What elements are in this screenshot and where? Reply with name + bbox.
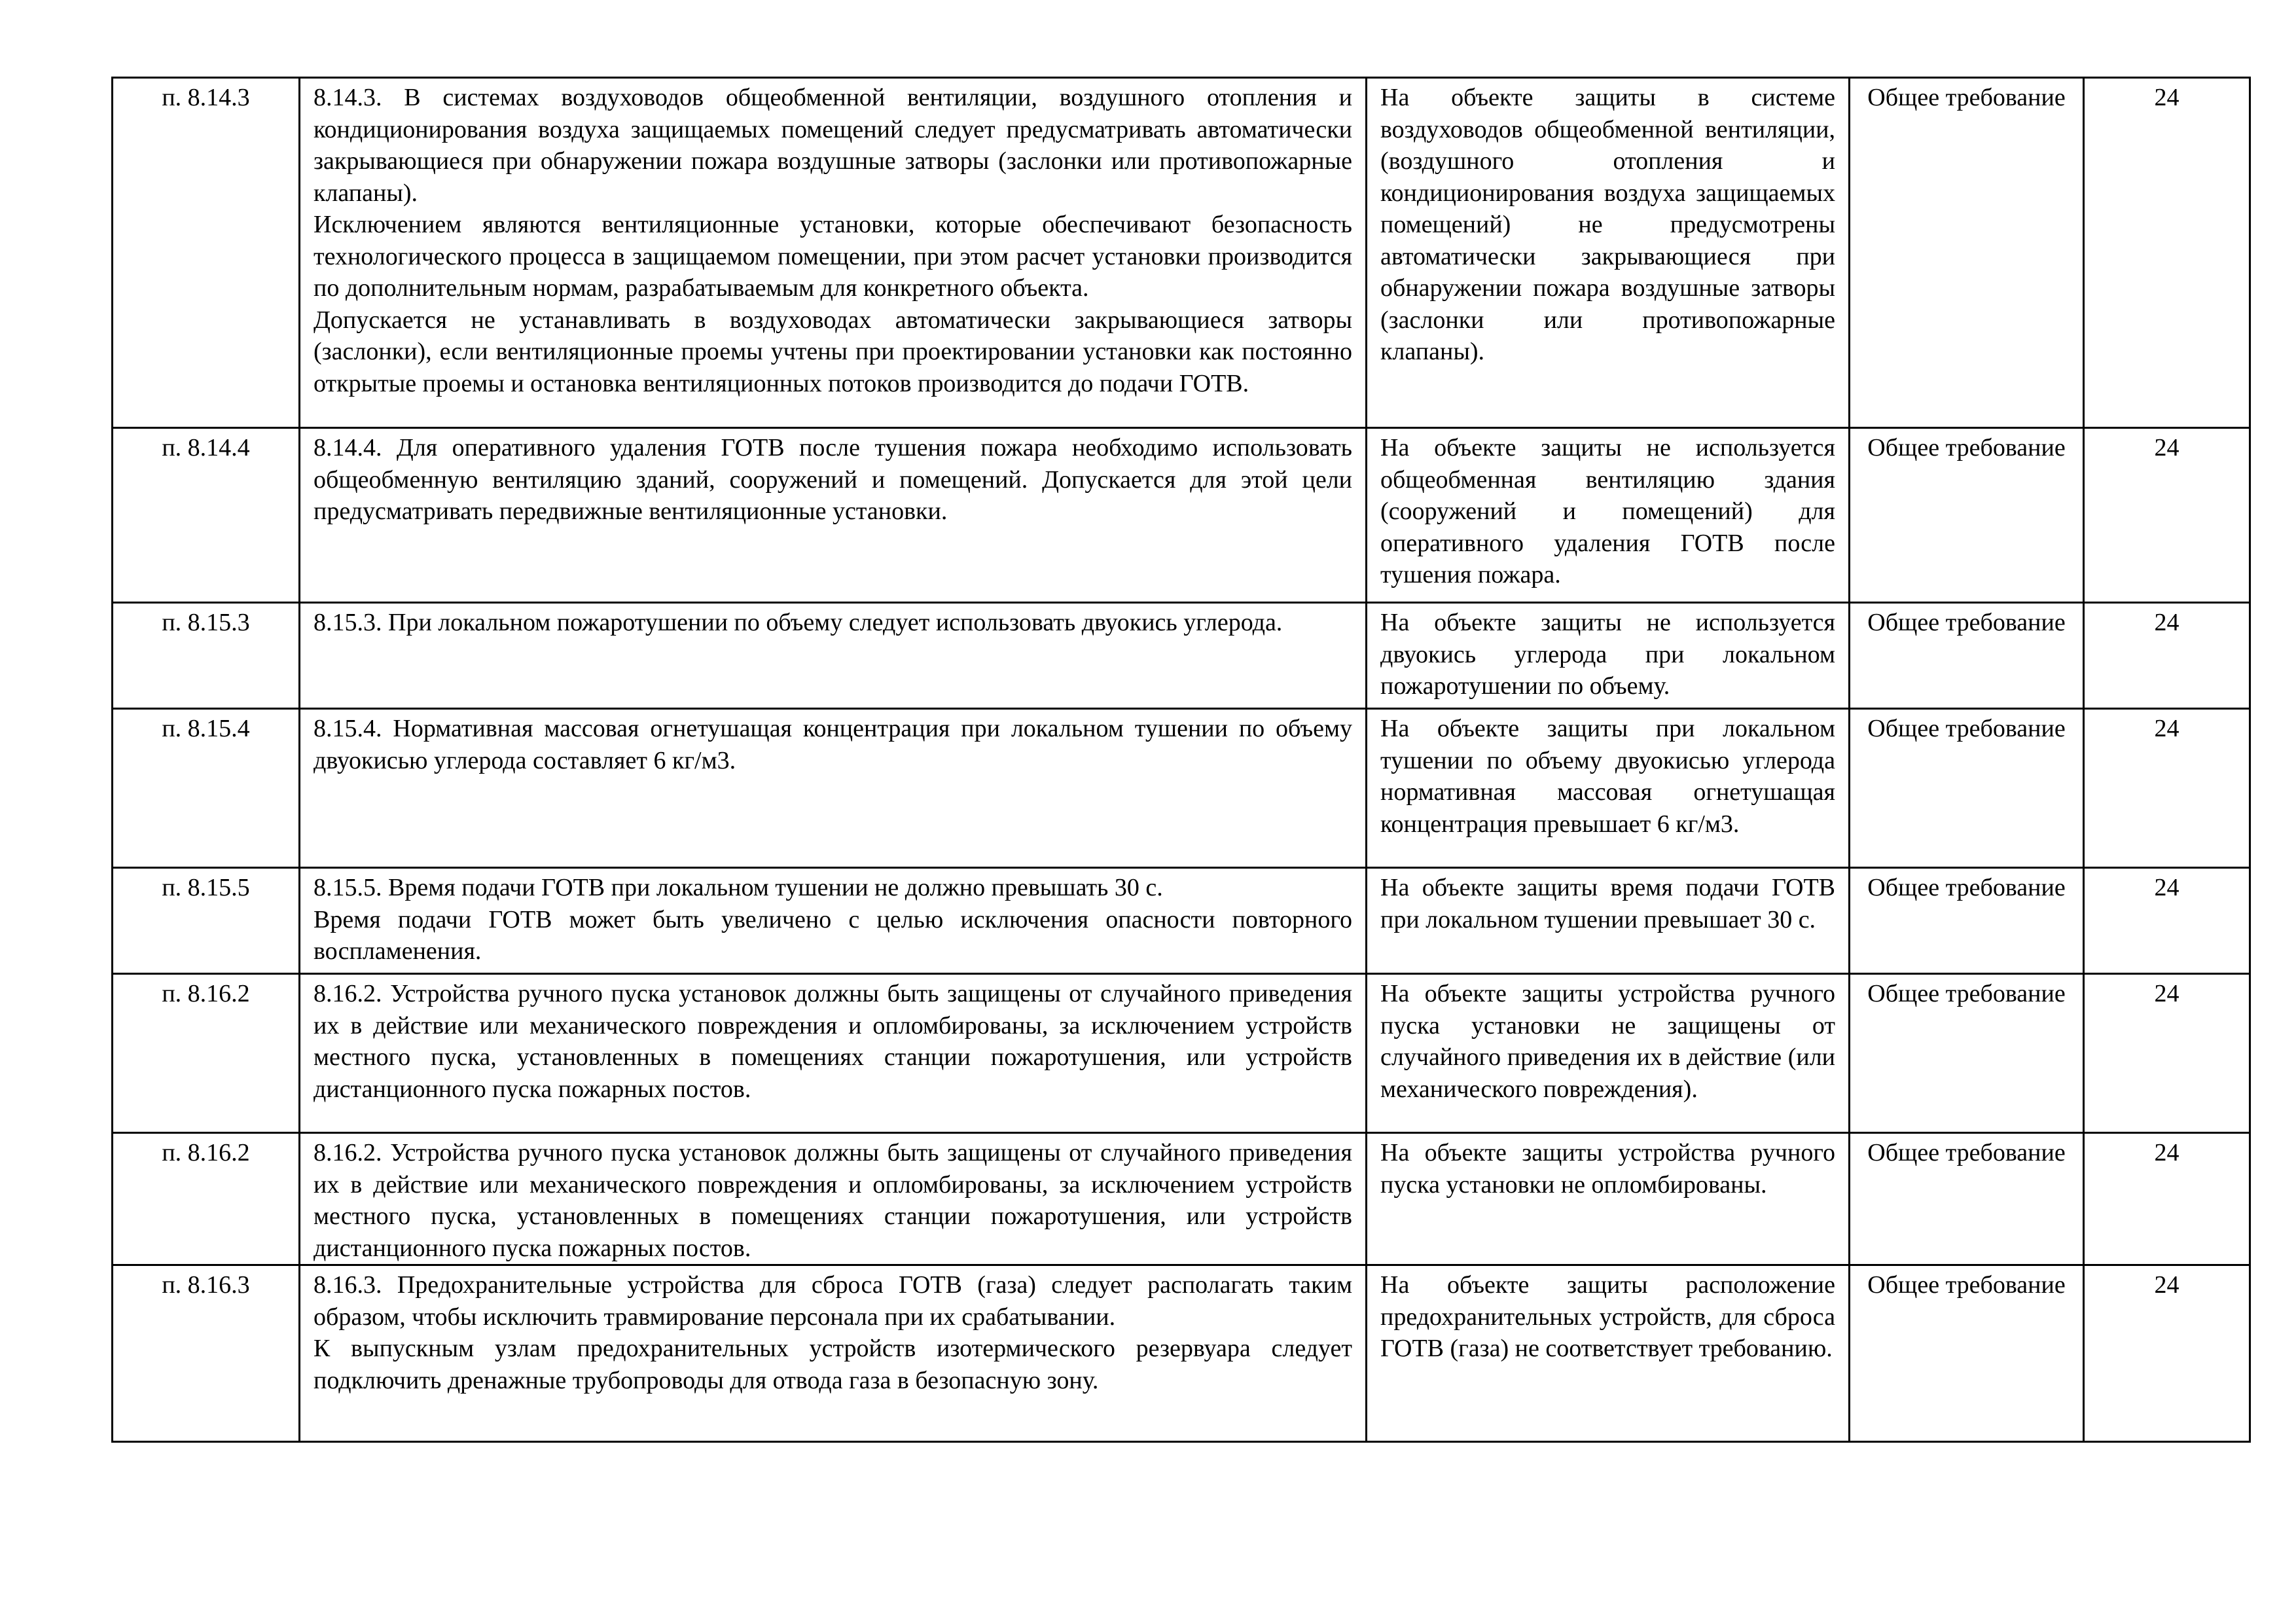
requirement-kind: Общее требование (1850, 868, 2084, 974)
requirement-text (300, 603, 1367, 709)
requirement-text (300, 428, 1367, 603)
clause-ref: п. 8.15.3 (113, 603, 300, 709)
requirement-paragraph: 8.15.3. При локальном пожаротушении по объему следует использовать двуокись углерода. (314, 609, 1283, 636)
table-row (113, 709, 2250, 868)
reference-number: 24 (2084, 603, 2250, 709)
reference-number: 24 (2084, 974, 2250, 1133)
reference-number: 24 (2084, 709, 2250, 868)
requirement-text (300, 1133, 1367, 1265)
reference-number: 24 (2084, 1265, 2250, 1442)
table-row (113, 974, 2250, 1133)
requirement-kind: Общее требование (1850, 1265, 2084, 1442)
requirement-paragraph: Время подачи ГОТВ может быть увеличено с целью исключения опасности повторного воспламенения. (314, 905, 1352, 965)
violation-description: На объекте защиты расположение предохранительных устройств, для сброса ГОТВ (газа) не соответствует требованию. (1367, 1265, 1850, 1442)
requirement-text (300, 1265, 1367, 1442)
requirement-kind: Общее требование (1850, 428, 2084, 603)
violation-description: На объекте защиты не используется общеобменная вентиляцию здания (сооружений и помещений) для оперативного удаления ГОТВ после тушения пожара. (1367, 428, 1850, 603)
requirement-paragraph: 8.14.4. Для оперативного удаления ГОТВ после тушения пожара необходимо использовать общеобменную вентиляцию зданий, сооружений и помещений. Допускается для этой цели предусматривать передвижные вентиляционные установки. (314, 434, 1352, 525)
table-row (113, 428, 2250, 603)
requirement-paragraph: Исключением являются вентиляционные установки, которые обеспечивают безопасность технологического процесса в защищаемом помещении, при этом расчет установки производится по дополнительным нормам, разрабатываемым для конкретного объекта. (314, 211, 1352, 302)
requirement-kind: Общее требование (1850, 709, 2084, 868)
reference-number: 24 (2084, 428, 2250, 603)
table-row (113, 78, 2250, 428)
clause-ref: п. 8.14.4 (113, 428, 300, 603)
violation-description: На объекте защиты устройства ручного пуска установки не опломбированы. (1367, 1133, 1850, 1265)
requirement-kind: Общее требование (1850, 974, 2084, 1133)
violation-description: На объекте защиты не используется двуокись углерода при локальном пожаротушении по объему. (1367, 603, 1850, 709)
reference-number: 24 (2084, 1133, 2250, 1265)
violation-description: На объекте защиты при локальном тушении по объему двуокисью углерода нормативная массовая огнетушащая концентрация превышает 6 кг/м3. (1367, 709, 1850, 868)
violation-description: На объекте защиты время подачи ГОТВ при локальном тушении превышает 30 с. (1367, 868, 1850, 974)
requirement-kind: Общее требование (1850, 78, 2084, 428)
requirement-paragraph: 8.16.3. Предохранительные устройства для сброса ГОТВ (газа) следует располагать таким образом, чтобы исключить травмирование персонала при их срабатывании. (314, 1271, 1352, 1331)
violation-description: На объекте защиты в системе воздуховодов общеобменной вентиляции, (воздушного отопления и кондиционирования воздуха защищаемых помещений) не предусмотрены автоматически закрывающиеся при обнаружении пожара воздушные затворы (заслонки или противопожарные клапаны). (1367, 78, 1850, 428)
requirement-paragraph: 8.15.5. Время подачи ГОТВ при локальном тушении не должно превышать 30 с. (314, 874, 1163, 901)
requirement-text (300, 974, 1367, 1133)
table-row (113, 1133, 2250, 1265)
requirement-paragraph: 8.16.2. Устройства ручного пуска установок должны быть защищены от случайного приведения их в действие или механического повреждения и опломбированы, за исключением устройств местного пуска, установленных в помещениях станции пожаротушения, или устройств дистанционного пуска пожарных постов. (314, 980, 1352, 1103)
clause-ref: п. 8.14.3 (113, 78, 300, 428)
clause-ref: п. 8.16.3 (113, 1265, 300, 1442)
requirement-text (300, 868, 1367, 974)
clause-ref: п. 8.16.2 (113, 1133, 300, 1265)
requirement-paragraph: 8.16.2. Устройства ручного пуска установок должны быть защищены от случайного приведения их в действие или механического повреждения и опломбированы, за исключением устройств местного пуска, установленных в помещениях станции пожаротушения, или устройств дистанционного пуска пожарных постов. (314, 1139, 1352, 1262)
requirement-kind: Общее требование (1850, 603, 2084, 709)
requirement-kind: Общее требование (1850, 1133, 2084, 1265)
requirement-paragraph: 8.15.4. Нормативная массовая огнетушащая концентрация при локальном тушении по объему двуокисью углерода составляет 6 кг/м3. (314, 715, 1352, 774)
requirements-table (111, 77, 2251, 1443)
requirement-paragraph: К выпускным узлам предохранительных устройств изотермического резервуара следует подключить дренажные трубопроводы для отвода газа в безопасную зону. (314, 1335, 1352, 1394)
requirement-text (300, 709, 1367, 868)
table-row (113, 603, 2250, 709)
table-row (113, 1265, 2250, 1442)
requirement-paragraph: 8.14.3. В системах воздуховодов общеобменной вентиляции, воздушного отопления и кондиционирования воздуха защищаемых помещений следует предусматривать автоматически закрывающиеся при обнаружении пожара воздушные затворы (заслонки или противопожарные клапаны). (314, 84, 1352, 207)
reference-number: 24 (2084, 78, 2250, 428)
reference-number: 24 (2084, 868, 2250, 974)
requirement-paragraph: Допускается не устанавливать в воздуховодах автоматически закрывающиеся затворы (заслонки), если вентиляционные проемы учтены при проектировании установки как постоянно открытые проемы и остановка вентиляционных потоков производится до подачи ГОТВ. (314, 306, 1352, 397)
clause-ref: п. 8.16.2 (113, 974, 300, 1133)
violation-description: На объекте защиты устройства ручного пуска установки не защищены от случайного приведения их в действие (или механического повреждения). (1367, 974, 1850, 1133)
requirement-text (300, 78, 1367, 428)
table-row (113, 868, 2250, 974)
clause-ref: п. 8.15.4 (113, 709, 300, 868)
clause-ref: п. 8.15.5 (113, 868, 300, 974)
